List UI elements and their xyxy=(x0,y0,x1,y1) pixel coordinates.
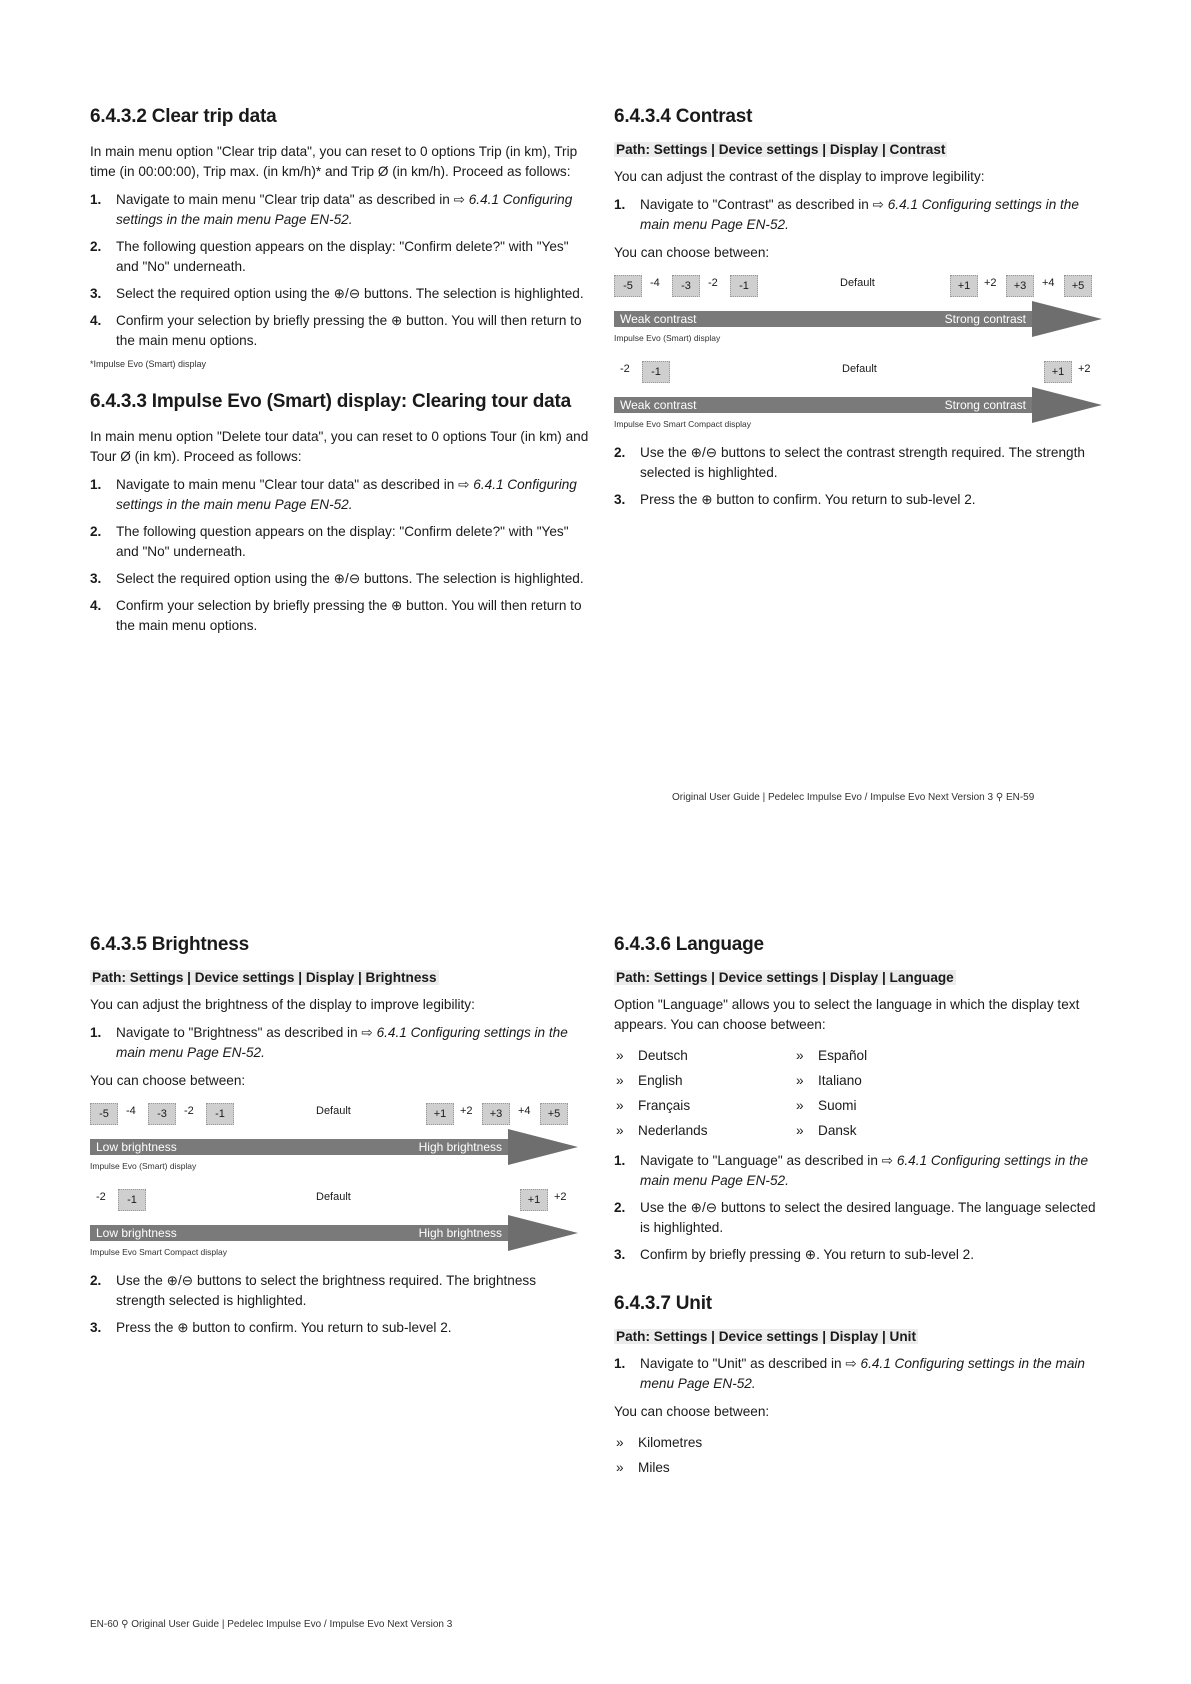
scale-value-minus2: -2 xyxy=(708,277,718,289)
step-text: Use the ⊕/⊖ buttons to select the brightness required. The brightness strength selected is highlighted. xyxy=(116,1273,536,1308)
scale-value-plus1: +1 xyxy=(950,275,978,297)
breadcrumb xyxy=(614,142,1104,157)
brightness-gradient-bar xyxy=(90,1135,580,1159)
scale-value-minus3: -3 xyxy=(148,1103,176,1125)
caption-compact: Impulse Evo Smart Compact display xyxy=(90,1247,227,1257)
list-item: » Kilometres xyxy=(614,1430,1104,1455)
brightness-steps xyxy=(90,1271,580,1338)
step-text: Press the ⊕ button to confirm. You return to sub-level 2. xyxy=(116,1320,452,1335)
brightness-step-1 xyxy=(90,1023,580,1063)
strong-contrast-label: Strong contrast xyxy=(944,398,1026,412)
step-text: Navigate to "Unit" as described in ⇨ xyxy=(640,1356,861,1371)
clear-trip-intro: In main menu option "Clear trip data", you can reset to 0 options Trip (in km), Trip time (in 00:00:00), Trip max. (in km/h)* and Trip Ø (in km/h). Proceed as follows: xyxy=(90,144,578,179)
step-number: 1. xyxy=(90,477,102,492)
gradient-band xyxy=(614,311,1034,327)
step-text: Navigate to "Contrast" as described in ⇨ xyxy=(640,197,888,212)
low-brightness-label: Low brightness xyxy=(96,1140,177,1154)
scale-value-minus1: -1 xyxy=(206,1103,234,1125)
step-text: Use the ⊕/⊖ buttons to select the contrast strength required. The strength selected is highlighted. xyxy=(640,445,1085,480)
scale-value-minus2: -2 xyxy=(96,1191,106,1203)
arrow-right-icon xyxy=(508,1129,578,1165)
scale-value-minus1: -1 xyxy=(118,1189,146,1211)
list-item: » Français xyxy=(614,1093,794,1118)
unit-list xyxy=(614,1430,1104,1480)
brightness-scale-compact xyxy=(90,1185,580,1215)
language-steps xyxy=(614,1151,1104,1265)
step-number: 1. xyxy=(614,1153,626,1168)
scale-value-default: Default xyxy=(316,1105,351,1117)
clear-tour-intro: In main menu option "Delete tour data", you can reset to 0 options Tour (in km) and Tour Ø (in km). Proceed as follows: xyxy=(90,429,589,464)
weak-contrast-label: Weak contrast xyxy=(620,398,697,412)
path-text: Path: Settings | Device settings | Display | Language xyxy=(616,970,954,985)
page-footer-en59: Original User Guide | Pedelec Impulse Evo / Impulse Evo Next Version 3 ⚲ EN-59 xyxy=(672,792,1035,803)
strong-contrast-label: Strong contrast xyxy=(944,312,1026,326)
language-list xyxy=(614,1043,1104,1143)
weak-contrast-label: Weak contrast xyxy=(620,312,697,326)
scale-value-plus4: +4 xyxy=(518,1105,531,1117)
scale-value-plus4: +4 xyxy=(1042,277,1055,289)
cross-reference-link[interactable]: 6.4.1 Configuring settings in the main menu Page EN-52. xyxy=(116,477,577,512)
list-item: » Miles xyxy=(614,1455,1104,1480)
scale-value-plus1: +1 xyxy=(520,1189,548,1211)
scale-value-minus1: -1 xyxy=(642,361,670,383)
section-contrast xyxy=(614,106,1104,518)
list-item xyxy=(614,1245,1104,1265)
list-item: » Dansk xyxy=(794,1118,974,1143)
breadcrumb xyxy=(614,970,1104,985)
list-item xyxy=(614,443,1104,483)
language-column-1 xyxy=(614,1043,794,1143)
section-brightness xyxy=(90,934,580,1346)
list-item xyxy=(90,1271,580,1311)
cross-reference-link[interactable]: 6.4.1 Configuring settings in the main menu Page EN-52. xyxy=(640,197,1079,232)
step-text: Navigate to main menu "Clear trip data" as described in ⇨ xyxy=(116,192,469,207)
step-text: Navigate to "Language" as described in ⇨ xyxy=(640,1153,897,1168)
arrow-right-icon xyxy=(1032,301,1102,337)
scale-value-plus2: +2 xyxy=(554,1191,567,1203)
list-item xyxy=(90,190,590,230)
unit-steps xyxy=(614,1354,1104,1394)
scale-value-plus1: +1 xyxy=(426,1103,454,1125)
list-item: » English xyxy=(614,1068,794,1093)
cross-reference-link[interactable]: 6.4.1 Configuring settings in the main menu Page EN-52. xyxy=(116,1025,568,1060)
scale-value-default: Default xyxy=(842,363,877,375)
step-text: Confirm your selection by briefly pressing the ⊕ button. You will then return to the main menu options. xyxy=(116,313,582,348)
section-clear-trip xyxy=(90,106,590,644)
step-number: 3. xyxy=(614,1247,626,1262)
list-item xyxy=(90,1318,580,1338)
step-number: 3. xyxy=(90,1320,102,1335)
list-item xyxy=(90,1023,580,1063)
scale-value-default: Default xyxy=(840,277,875,289)
step-number: 3. xyxy=(90,571,102,586)
heading-unit: 6.4.3.7 Unit xyxy=(614,1293,712,1314)
heading-contrast: 6.4.3.4 Contrast xyxy=(614,106,753,127)
clear-tour-steps xyxy=(90,475,590,636)
step-text: Confirm your selection by briefly pressing the ⊕ button. You will then return to the main menu options. xyxy=(116,598,582,633)
low-brightness-label: Low brightness xyxy=(96,1226,177,1240)
list-item xyxy=(614,195,1104,235)
list-item xyxy=(614,1198,1104,1238)
step-number: 2. xyxy=(90,239,102,254)
list-item xyxy=(90,311,590,351)
step-number: 1. xyxy=(90,192,102,207)
step-text: The following question appears on the display: "Confirm delete?" with "Yes" and "No" underneath. xyxy=(116,524,569,559)
heading-clear-trip: 6.4.3.2 Clear trip data xyxy=(90,106,277,127)
step-text: Navigate to main menu "Clear tour data" as described in ⇨ xyxy=(116,477,474,492)
caption-smart: Impulse Evo (Smart) display xyxy=(90,1161,197,1171)
contrast-scale-compact xyxy=(614,357,1104,387)
list-item xyxy=(614,490,1104,510)
list-item xyxy=(614,1354,1104,1394)
heading-language: 6.4.3.6 Language xyxy=(614,934,764,955)
list-item: » Suomi xyxy=(794,1093,974,1118)
step-text: Select the required option using the ⊕/⊖ buttons. The selection is highlighted. xyxy=(116,286,584,301)
scale-value-minus4: -4 xyxy=(126,1105,136,1117)
scale-value-plus3: +3 xyxy=(482,1103,510,1125)
contrast-scale-smart xyxy=(614,271,1114,301)
breadcrumb xyxy=(614,1329,1104,1344)
scale-value-plus5: +5 xyxy=(540,1103,568,1125)
path-text: Path: Settings | Device settings | Display | Brightness xyxy=(92,970,437,985)
brightness-gradient-bar xyxy=(90,1221,580,1245)
contrast-step-1 xyxy=(614,195,1104,235)
caption-smart: Impulse Evo (Smart) display xyxy=(614,333,721,343)
scale-value-plus5: +5 xyxy=(1064,275,1092,297)
path-text: Path: Settings | Device settings | Display | Contrast xyxy=(616,142,946,157)
path-text: Path: Settings | Device settings | Display | Unit xyxy=(616,1329,916,1344)
contrast-gradient-bar xyxy=(614,307,1104,331)
step-number: 3. xyxy=(614,492,626,507)
cross-reference-link[interactable]: 6.4.1 Configuring settings in the main menu Page EN-52. xyxy=(116,192,573,227)
high-brightness-label: High brightness xyxy=(418,1140,502,1154)
scale-value-plus2: +2 xyxy=(1078,363,1091,375)
choose-label: You can choose between: xyxy=(614,1404,770,1419)
caption-compact: Impulse Evo Smart Compact display xyxy=(614,419,751,429)
step-text: The following question appears on the display: "Confirm delete?" with "Yes" and "No" underneath. xyxy=(116,239,569,274)
step-number: 1. xyxy=(614,197,626,212)
section-language-unit xyxy=(614,934,1104,1480)
gradient-band xyxy=(90,1139,510,1155)
scale-value-plus1: +1 xyxy=(1044,361,1072,383)
cross-reference-link[interactable]: 6.4.1 Configuring settings in the main menu Page EN-52. xyxy=(640,1356,1085,1391)
scale-value-minus5: -5 xyxy=(90,1103,118,1125)
footnote: *Impulse Evo (Smart) display xyxy=(90,359,207,369)
heading-clear-tour: 6.4.3.3 Impulse Evo (Smart) display: Clearing tour data xyxy=(90,391,572,412)
list-item xyxy=(90,569,590,589)
scale-value-minus2: -2 xyxy=(184,1105,194,1117)
contrast-intro: You can adjust the contrast of the display to improve legibility: xyxy=(614,169,985,184)
step-number: 2. xyxy=(90,1273,102,1288)
step-text: Press the ⊕ button to confirm. You return to sub-level 2. xyxy=(640,492,976,507)
scale-value-plus3: +3 xyxy=(1006,275,1034,297)
contrast-steps xyxy=(614,443,1104,510)
gradient-band xyxy=(614,397,1034,413)
brightness-scale-smart xyxy=(90,1099,580,1129)
step-number: 3. xyxy=(90,286,102,301)
language-intro: Option "Language" allows you to select the language in which the display text appears. You can choose between: xyxy=(614,997,1080,1032)
step-text: Use the ⊕/⊖ buttons to select the desired language. The language selected is highlighted. xyxy=(640,1200,1096,1235)
contrast-gradient-bar xyxy=(614,393,1104,417)
choose-label: You can choose between: xyxy=(90,1073,246,1088)
list-item xyxy=(614,1151,1104,1191)
clear-trip-steps xyxy=(90,190,590,351)
list-item: » Español xyxy=(794,1043,974,1068)
list-item xyxy=(90,522,590,562)
scale-value-plus2: +2 xyxy=(984,277,997,289)
language-column-2 xyxy=(794,1043,974,1143)
list-item: » Deutsch xyxy=(614,1043,794,1068)
arrow-right-icon xyxy=(508,1215,578,1251)
list-item: » Nederlands xyxy=(614,1118,794,1143)
scale-value-plus2: +2 xyxy=(460,1105,473,1117)
breadcrumb xyxy=(90,970,580,985)
step-number: 1. xyxy=(614,1356,626,1371)
list-item: » Italiano xyxy=(794,1068,974,1093)
step-number: 4. xyxy=(90,313,102,328)
brightness-intro: You can adjust the brightness of the display to improve legibility: xyxy=(90,997,475,1012)
page-footer-en60: EN-60 ⚲ Original User Guide | Pedelec Impulse Evo / Impulse Evo Next Version 3 xyxy=(90,1619,453,1630)
list-item xyxy=(90,475,590,515)
list-item xyxy=(90,284,590,304)
step-text: Confirm by briefly pressing ⊕. You return to sub-level 2. xyxy=(640,1247,975,1262)
heading-brightness: 6.4.3.5 Brightness xyxy=(90,934,250,955)
scale-value-minus2: -2 xyxy=(620,363,630,375)
high-brightness-label: High brightness xyxy=(418,1226,502,1240)
scale-value-minus4: -4 xyxy=(650,277,660,289)
choose-label: You can choose between: xyxy=(614,245,770,260)
step-number: 2. xyxy=(90,524,102,539)
step-number: 1. xyxy=(90,1025,102,1040)
cross-reference-link[interactable]: 6.4.1 Configuring settings in the main menu Page EN-52. xyxy=(640,1153,1089,1188)
scale-value-default: Default xyxy=(316,1191,351,1203)
step-number: 2. xyxy=(614,1200,626,1215)
scale-value-minus3: -3 xyxy=(672,275,700,297)
step-text: Select the required option using the ⊕/⊖ buttons. The selection is highlighted. xyxy=(116,571,584,586)
scale-value-minus5: -5 xyxy=(614,275,642,297)
list-item xyxy=(90,237,590,277)
gradient-band xyxy=(90,1225,510,1241)
list-item xyxy=(90,596,590,636)
arrow-right-icon xyxy=(1032,387,1102,423)
step-text: Navigate to "Brightness" as described in ⇨ xyxy=(116,1025,377,1040)
step-number: 4. xyxy=(90,598,102,613)
step-number: 2. xyxy=(614,445,626,460)
scale-value-minus1: -1 xyxy=(730,275,758,297)
